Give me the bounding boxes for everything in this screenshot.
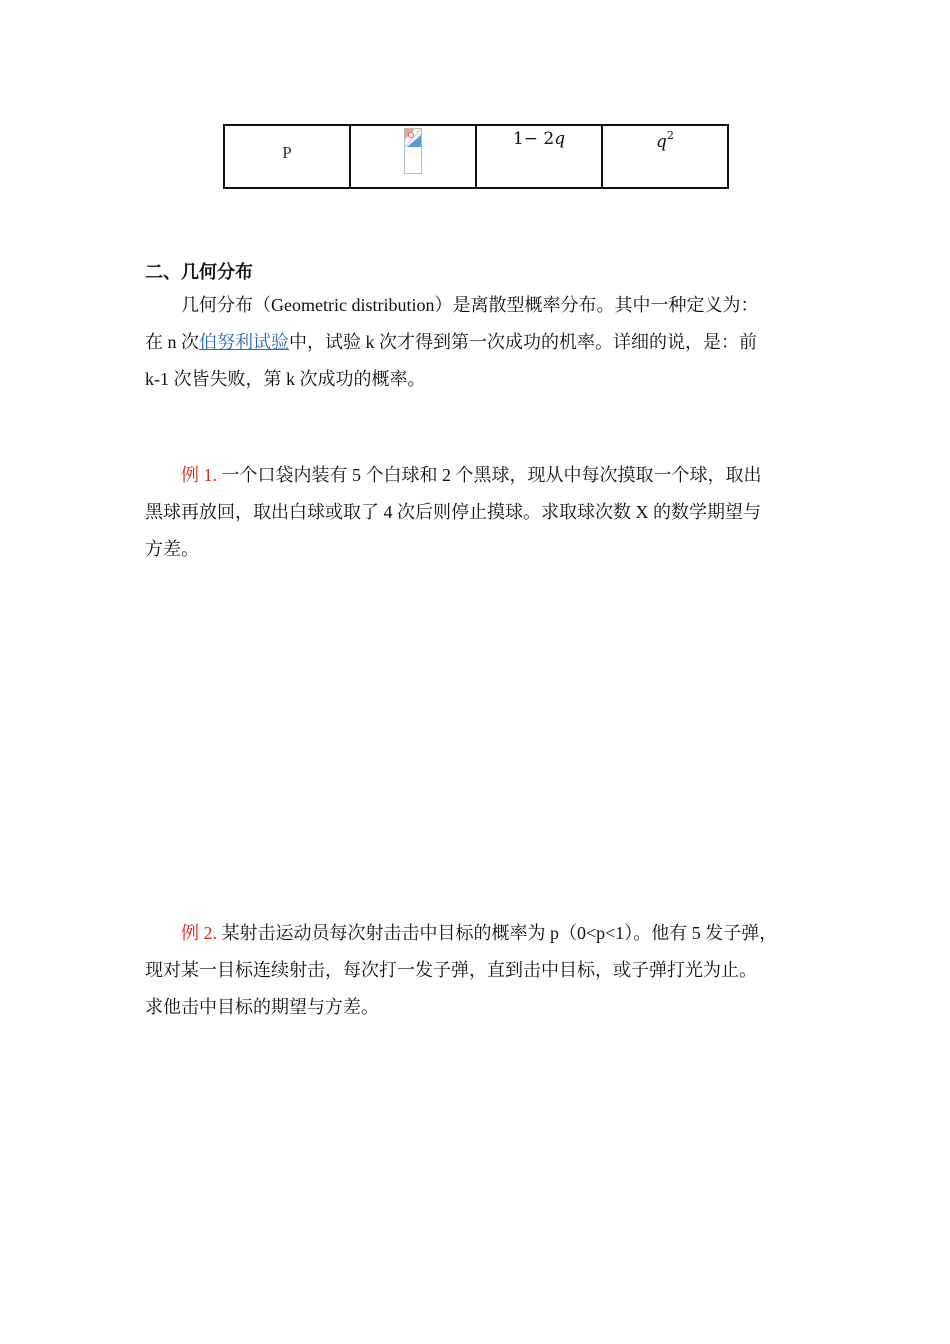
example-1 [145,457,813,568]
distribution-table [223,124,729,189]
broken-image-icon [404,128,422,174]
paragraph-k-trials: k-1 次皆失败，第 k 次成功的概率。 [145,369,426,389]
example-2 [145,915,813,1026]
example-2-text: 某射击运动员每次射击击中目标的概率为 p（0<p<1）。他有 5 发子弹， [217,923,778,943]
formula-term-minus-two: − 2 [523,129,555,149]
table-cell-broken-image [350,125,476,188]
table-row [224,125,728,188]
formula-exponent: 2 [666,129,674,142]
table-cell-q-squared [602,125,728,188]
example-2-line-3: 求他击中目标的期望与方差。 [145,997,379,1017]
table-cell-one-minus-2q [476,125,602,188]
formula-one-minus-2q [513,129,565,149]
section-body [145,287,813,398]
example-2-line-1 [145,915,813,952]
text-segment: 在 n 次 [145,332,199,352]
example-2-label: 例 2. [181,923,217,943]
example-1-line-2: 黑球再放回，取出白球或取了 4 次后则停止摸球。求取球次数 X 的数学期望与 [145,502,761,522]
formula-term-one: 1 [512,129,524,149]
example-2-line-2: 现对某一目标连续射击，每次打一发子弹，直到击中目标，或子弹打光为止。 [145,960,757,980]
section-heading: 二、几何分布 [145,262,253,283]
paragraph-definition: 几何分布（Geometric distribution）是离散型概率分布。其中一种定义为： [181,295,759,315]
formula-q-squared [656,129,674,152]
bernoulli-trial-link[interactable]: 伯努利试验 [199,332,289,352]
example-1-label: 例 1. [181,465,217,485]
row-label-p: P [282,143,292,162]
example-1-line-3: 方差。 [145,539,199,559]
paragraph-bernoulli [145,324,813,361]
table-cell-label [224,125,350,188]
example-1-line-1 [145,457,813,494]
distribution-table-grid [223,124,729,189]
formula-var-q: q [554,129,566,149]
formula-var-q: q [656,132,667,152]
example-1-text: 一个口袋内装有 5 个白球和 2 个黑球，现从中每次摸取一个球，取出 [217,465,762,485]
text-segment: 中，试验 k 次才得到第一次成功的机率。详细的说，是：前 [289,332,757,352]
